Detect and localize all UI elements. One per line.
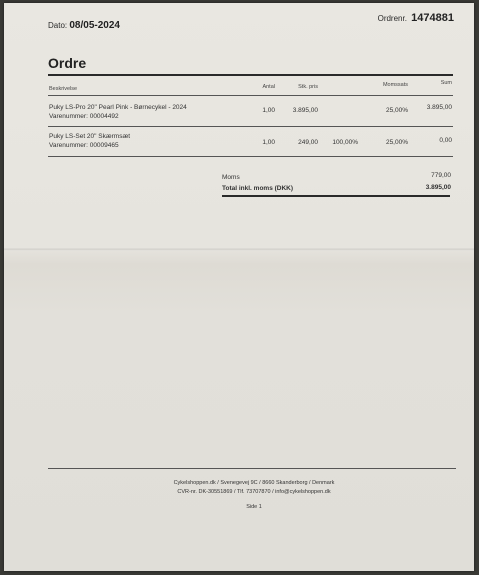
- row-vat: 25,00%: [385, 107, 408, 114]
- order-number-label: Ordrenr.: [377, 14, 407, 23]
- col-header-sum: Sum: [440, 80, 452, 86]
- row-vat: 25,00%: [385, 139, 408, 146]
- row-description: Puky LS-Set 20" Skærmsæt: [49, 133, 131, 140]
- header-divider: [48, 95, 453, 96]
- total-label: Total inkl. moms (DKK): [222, 185, 294, 192]
- col-header-vat: Momssats: [382, 82, 408, 88]
- title-divider: [48, 74, 453, 76]
- date-label: Dato:: [48, 21, 68, 30]
- col-header-description: Beskrivelse: [49, 86, 78, 92]
- table-end-divider: [48, 156, 453, 157]
- row-price: 3.895,00: [292, 107, 318, 114]
- paper-fold: [4, 248, 474, 251]
- col-header-price: Stk. pris: [298, 84, 318, 90]
- page-title: Ordre: [48, 55, 87, 71]
- total-value: 3.895,00: [425, 184, 451, 191]
- row-item-number: Varenummer: 00009465: [49, 142, 119, 149]
- vat-value: 779,00: [431, 172, 451, 179]
- footer-contact: CVR-nr. DK-30551869 / Tlf. 73707870 / info@cykelshoppen.dk: [177, 489, 331, 495]
- row-divider: [48, 126, 453, 127]
- row-qty: 1,00: [262, 139, 275, 146]
- order-date: [48, 20, 120, 31]
- row-sum: 3.895,00: [426, 104, 452, 111]
- date-value: 08/05-2024: [69, 20, 120, 31]
- row-qty: 1,00: [262, 107, 275, 114]
- vat-label: Moms: [222, 174, 240, 181]
- row-price: 249,00: [298, 139, 318, 146]
- order-number-value: 1474881: [411, 12, 454, 24]
- total-underline: [222, 195, 450, 197]
- order-number: [378, 12, 454, 24]
- col-header-qty: Antal: [262, 84, 275, 90]
- row-discount: 100,00%: [332, 139, 358, 146]
- footer-address: Cykelshoppen.dk / Svenegevej 9C / 8660 Skanderborg / Denmark: [173, 480, 335, 486]
- page-number: Side 1: [246, 504, 262, 510]
- row-sum: 0,00: [439, 137, 452, 144]
- row-item-number: Varenummer: 00004492: [49, 113, 119, 120]
- footer-divider: [48, 468, 456, 469]
- invoice-paper: [4, 3, 474, 571]
- row-description: Puky LS-Pro 20" Pearl Pink - Børnecykel - 2024: [49, 104, 187, 111]
